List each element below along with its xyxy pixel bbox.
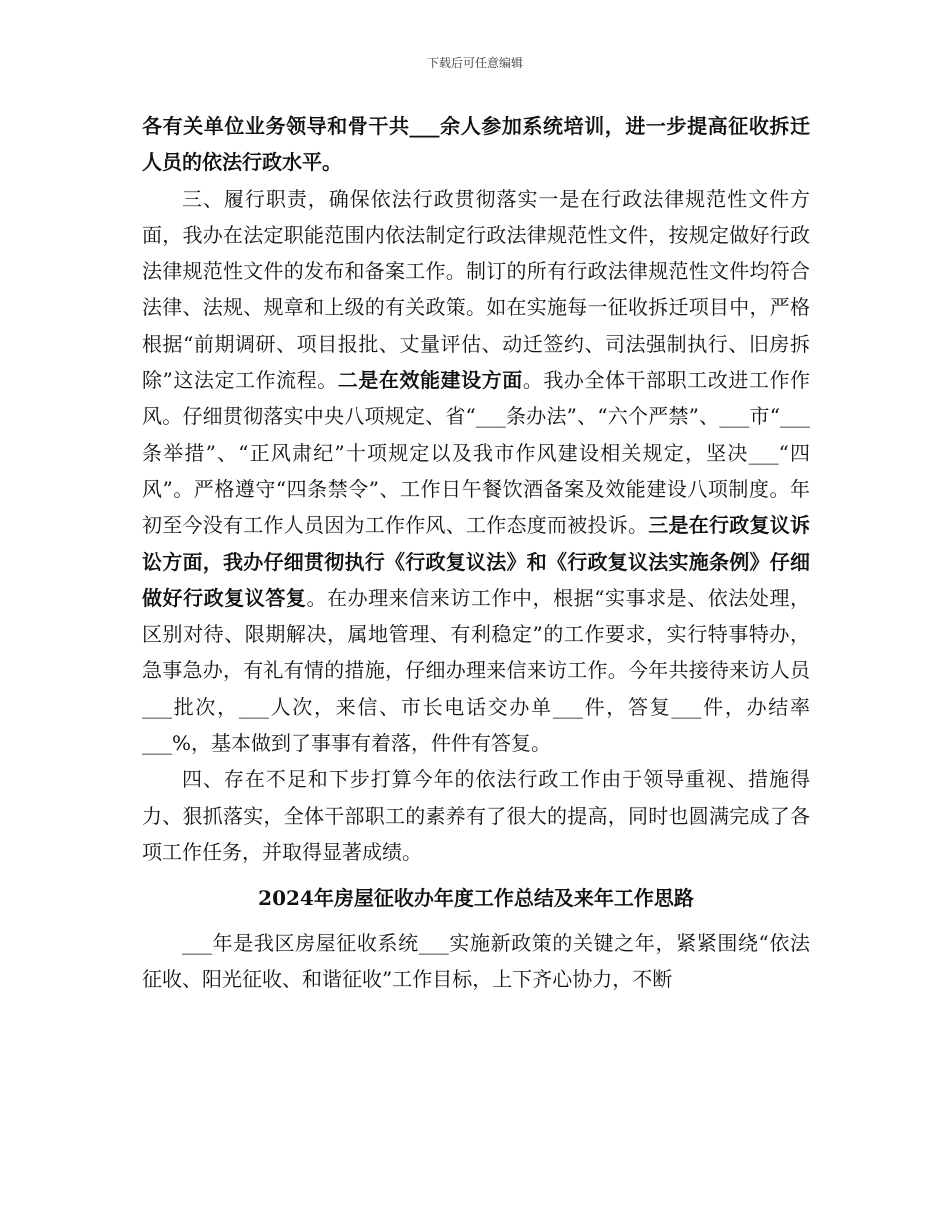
paragraph-2-run-4: 三是在行政复议诉讼方面，我办仔细贯彻执行《行政复议法》和《行政复议法实施条例》仔细做好行政复议答复 xyxy=(142,513,810,610)
closing-paragraph: ___年是我区房屋征收系统___实施新政策的关键之年，紧紧围绕“依法征收、阳光征收、和谐征收”工作目标，上下齐心协力，不断 xyxy=(142,930,810,991)
paragraph-2 xyxy=(142,181,810,762)
paragraph-3 xyxy=(142,761,810,870)
paragraph-3-run-1: 四、存在不足和下步打算今年的依法行政工作由于领导重视、措施得力、狠抓落实，全体干部职工的素养有了很大的提高，同时也圆满完成了各项工作任务，并取得显著成绩。 xyxy=(142,767,810,864)
paragraph-2-run-3: 。我办全体干部职工改进工作作风。仔细贯彻落实中央八项规定、省“___条办法”、“六个严禁”、___市“___条举措”、“正风肃纪”十项规定以及我市作风建设相关规定，坚决___“四风”。严格遵守“四条禁令”、工作日午餐饮酒备案及效能建设八项制度。年初至今没有工作人员因为工作作风、工作态度而被投诉。 xyxy=(142,368,810,538)
paragraph-2-run-1: 三、履行职责，确保依法行政贯彻落实一是在行政法律规范性文件方面，我办在法定职能范围内依法制定行政法律规范性文件，按规定做好行政法律规范性文件的发布和备案工作。制订的所有行政法律规范性文件均符合法律、法规、规章和上级的有关政策。如在实施每一征收拆迁项目中，严格根据“前期调研、项目报批、丈量评估、动迁签约、司法强制执行、旧房拆除”这法定工作流程。 xyxy=(142,186,810,393)
page-header: 下载后可任意编辑 xyxy=(426,56,523,70)
paragraph-1 xyxy=(142,108,810,181)
paragraph-2-run-5: 。在办理来信来访工作中，根据“实事求是、依法处理，区别对待、限期解决，属地管理、有利稳定”的工作要求，实行特事特办，急事急办，有礼有情的措施，仔细办理来信来访工作。今年共接待来访人员___批次，___人次，来信、市长电话交办单___件，答复___件，办结率___%，基本做到了事事有着落，件件有答复。 xyxy=(142,585,811,756)
section-title: 2024年房屋征收办年度工作总结及来年工作思路 xyxy=(258,886,694,911)
paragraph-2-run-2: 二是在效能建设方面 xyxy=(337,368,523,393)
paragraph-1-run-1: 各有关单位业务领导和骨干共___余人参加系统培训，进一步提高征收拆迁人员的依法行政水平。 xyxy=(142,114,810,175)
document-body xyxy=(142,108,810,997)
